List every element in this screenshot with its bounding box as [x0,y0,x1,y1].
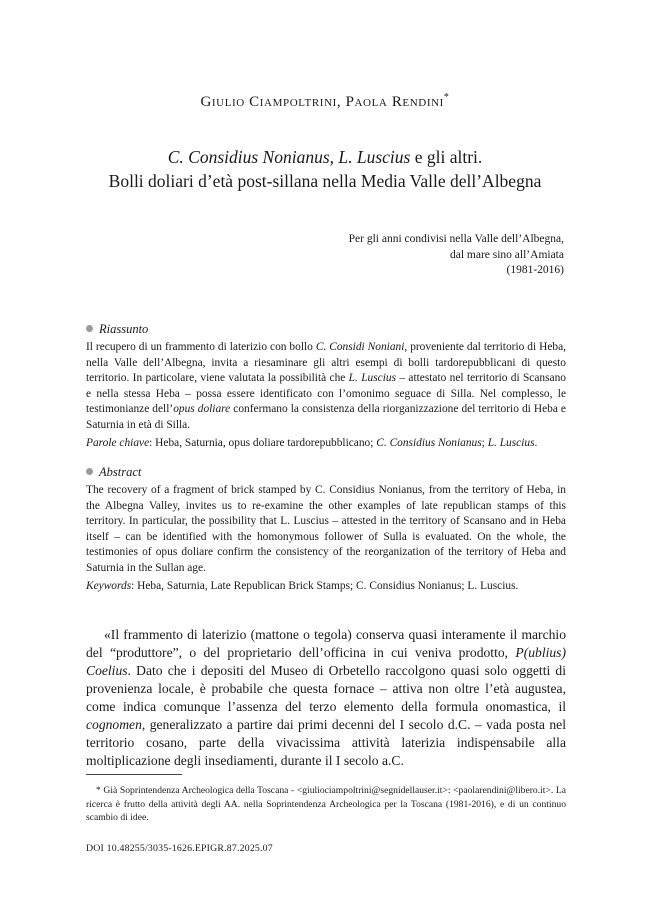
bullet-icon [86,468,93,475]
riassunto-italic: L. Luscius [348,372,397,385]
article-authors [0,92,650,111]
parole-chiave [86,436,566,452]
riassunto-part: confermano la consistenza della riorganizzazione del territorio di Heba e Saturnia in età di Silla. [86,403,566,431]
parole-chiave-italic: C. Considius Nonianus [376,436,482,449]
body-quote [86,626,566,770]
riassunto-italic: C. Considi Noniani [315,341,405,353]
riassunto-part: , proveniente dal territorio di Heba, nella Valle dell’Albegna, invita a riesaminare gli altri esempi di bolli tardorepubblicani di questo territorio. In particolare, viene valutata la possibilità che [86,341,566,385]
bullet-icon [86,325,93,332]
dedication-line-1: Per gli anni condivisi nella Valle dell’Albegna, [348,233,564,245]
author-footnote-marker: * [443,92,450,103]
riassunto-italic: opus doliare [173,403,231,416]
parole-chiave-end: . [534,436,538,449]
abstract-heading-label: Abstract [99,465,142,479]
body-italic: P(ublius) Coelius [86,645,566,678]
footnote [86,784,566,825]
keywords-label: Keywords [86,579,132,592]
title-italic-names: C. Considius Nonianus, L. Luscius [167,147,411,167]
body-part: , generalizzato a partire dai primi decenni del I secolo d.C. – vada posta nel territorio cosano, parte della vivacissima attività laterizia indispensabile alla moltiplicazione degli insediamenti, durante il I secolo a.C. [86,717,566,768]
riassunto-part: – attestato nel territorio di Scansano e nella stessa Heba – possa essere identificato con l’omonimo seguace di Silla. Nel complesso, le testimonianze dell’ [86,372,566,416]
dedication-line-3: (1981-2016) [506,264,564,276]
title-line-2: Bolli doliari d’età post-sillana nella Media Valle dell’Albegna [108,171,542,191]
keywords-text: : Heba, Saturnia, Late Republican Brick Stamps; C. Considius Nonianus; L. Luscius. [131,579,519,592]
article-title [60,145,590,193]
parole-chiave-italic: L. Luscius [487,436,535,449]
abstract-paragraph: The recovery of a fragment of brick stamped by C. Considius Nonianus, from the territory of Heba, in the Albegna Valley, invites us to re-examine the other examples of late republican stamps of this territory. In particular, the possibility that L. Luscius – attested in the territory of Scansano and in Heba itself – can be identified with the homonymous follower of Sulla is evaluated. On the whole, the testimonies of opus doliare confirm the consistency of the reorganization of the territory of Heba and Saturnia in the Sullan age. [86,484,566,574]
riassunto-heading [86,322,148,337]
parole-chiave-label: Parole chiave [86,436,150,449]
authors-names: Giulio Ciampoltrini, Paola Rendini [200,94,444,110]
body-paragraph [86,626,566,770]
body-italic: cognomen [86,717,142,732]
title-line-1-rest: e gli altri. [410,147,483,167]
doi: DOI 10.48255/3035-1626.EPIGR.87.2025.07 [86,843,273,854]
title-line-1 [60,145,590,169]
abstract-text [86,483,566,594]
abstract-heading [86,465,141,480]
parole-chiave-text: : Heba, Saturnia, opus doliare tardorepubblicano; [149,436,377,449]
body-part: . Dato che i depositi del Museo di Orbetello raccolgono quasi solo oggetti di provenienza locale, è probabile che questa fornace – attiva non oltre l’età augustea, come indica comunque l’assenza del terzo elemento della formula onomastica, il [86,663,566,714]
keywords [86,579,566,595]
riassunto-paragraph [86,340,566,434]
riassunto-part: Il recupero di un frammento di laterizio con bollo [86,341,316,353]
body-part: «Il frammento di laterizio (mattone o tegola) conserva quasi interamente il marchio del “produttore”, o del proprietario dell’officina in cui veniva prodotto, [86,627,566,660]
dedication [264,232,564,279]
riassunto-heading-label: Riassunto [99,322,149,336]
riassunto-text [86,340,566,451]
footnote-divider [86,774,182,775]
dedication-line-2: dal mare sino all’Amiata [449,248,564,261]
parole-chiave-sep: ; [481,436,488,449]
footnote-text: * Già Soprintendenza Archeologica della Toscana - <giuliociampoltrini@segnidellauser.it>: <paolarendini@libero.it>. La ricerca è frutto della attività degli AA. nella Soprintendenza Archeologica per la Toscana (1981-2016), e di un continuo scambio di idee. [86,785,566,823]
